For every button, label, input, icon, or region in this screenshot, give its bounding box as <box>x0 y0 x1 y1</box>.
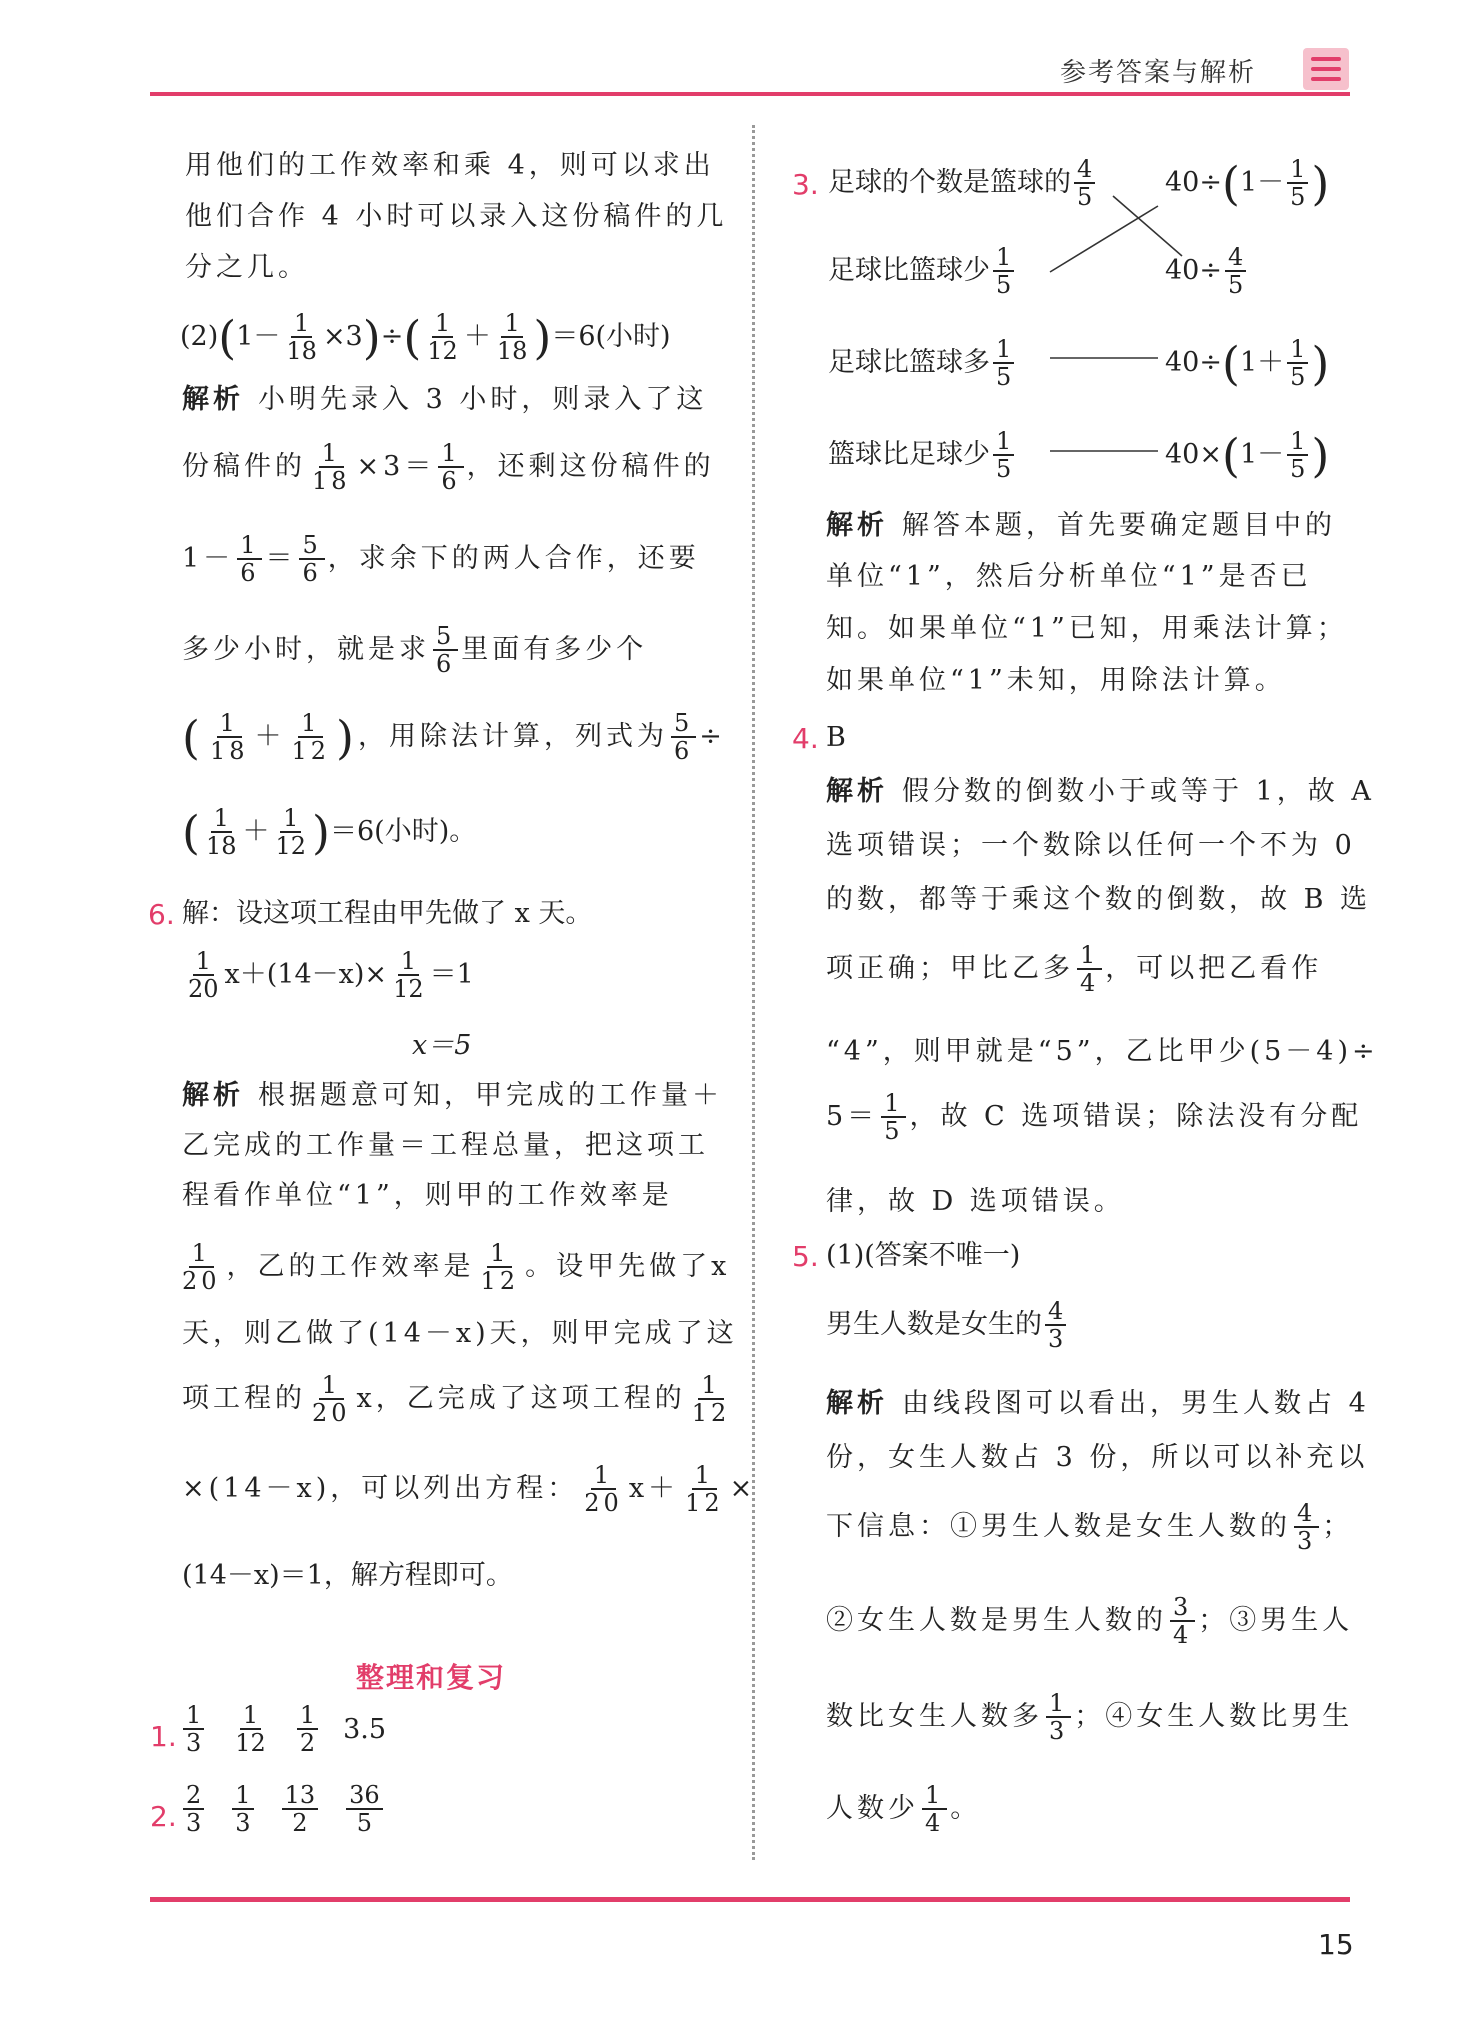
fraction: $\frac{1}{18}$ <box>205 804 237 861</box>
analysis-line: $\frac{1}{20}$ ，乙的工作效率是 $\frac{1}{12}$ 。设甲先做了x <box>176 1240 730 1295</box>
fraction: $\frac{1}{3}$ <box>1046 1690 1071 1745</box>
bottom-rule <box>150 1897 1350 1902</box>
fraction: $\frac{1}{4}$ <box>1077 942 1102 997</box>
fraction: $\frac{1}{12}$ <box>480 1239 520 1296</box>
analysis-line: 程看作单位“1”，则甲的工作效率是 <box>182 1180 673 1211</box>
q1-answers: $\frac{1}{3}$ $\frac{1}{12}$ $\frac{1}{2}$ 3.5 <box>180 1702 386 1757</box>
analysis-line: 项正确；甲比乙多 $\frac{1}{4}$ ，可以把乙看作 <box>826 941 1323 998</box>
analysis-line: ②女生人数是男生人数的 $\frac{3}{4}$ ；③男生人 <box>826 1593 1354 1650</box>
fraction: $\frac{1}{4}$ <box>922 1782 947 1837</box>
fraction: $\frac{1}{2}$ <box>297 1702 318 1757</box>
match-right-2: 40÷ $\frac{4}{5}$ <box>1165 244 1249 299</box>
fraction: $\frac{1}{5}$ <box>1287 428 1308 483</box>
analysis-line: 知。如果单位“1”已知，用乘法计算； <box>826 613 1348 644</box>
fraction: $\frac{1}{18}$ <box>312 439 351 496</box>
fraction: $\frac{1}{12}$ <box>427 309 458 366</box>
analysis-line: 1－ $\frac{1}{6}$ ＝ $\frac{5}{6}$ ，求余下的两人合作，还要 <box>182 531 700 588</box>
q5-answer: 男生人数是女生的 $\frac{4}{3}$ <box>826 1298 1069 1353</box>
analysis-line: 5＝ $\frac{1}{5}$ ，故 C 选项错误；除法没有分配 <box>826 1089 1363 1146</box>
fraction: $\frac{1}{5}$ <box>993 244 1014 299</box>
fraction: $\frac{1}{12}$ <box>291 709 331 766</box>
match-line <box>1113 196 1182 256</box>
analysis-line: 下信息：①男生人数是女生人数的 $\frac{4}{3}$ ； <box>826 1499 1354 1556</box>
fraction: $\frac{2}{3}$ <box>183 1782 204 1837</box>
question-number: 1. <box>150 1720 177 1753</box>
fraction: $\frac{4}{3}$ <box>1294 1500 1319 1555</box>
fraction: $\frac{1}{18}$ <box>496 309 528 366</box>
fraction: $\frac{1}{20}$ <box>312 1371 351 1428</box>
analysis-line: 的数，都等于乘这个数的倒数，故 B 选 <box>826 884 1372 915</box>
fraction: $\frac{1}{20}$ <box>182 1239 221 1296</box>
fraction: $\frac{13}{2}$ <box>282 1782 319 1837</box>
fraction: $\frac{3}{4}$ <box>1170 1594 1195 1649</box>
analysis-line: 人数少 $\frac{1}{4}$ 。 <box>826 1781 982 1838</box>
analysis-line: 天，则乙做了(14－x)天，则甲完成了这 <box>182 1318 738 1349</box>
question-number: 2. <box>150 1800 177 1833</box>
analysis-line: 解析 小明先录入 3 小时，则录入了这 <box>182 384 708 415</box>
fraction: $\frac{1}{20}$ <box>188 947 219 1004</box>
match-line <box>1050 206 1158 272</box>
q6-solution: x＝5 <box>412 1030 472 1061</box>
match-left-4: 篮球比足球少 $\frac{1}{5}$ <box>828 428 1017 483</box>
fraction: $\frac{1}{12}$ <box>393 947 424 1004</box>
section-title: 整理和复习 <box>356 1661 507 1694</box>
fraction: $\frac{1}{3}$ <box>232 1782 253 1837</box>
analysis-line: 律，故 D 选项错误。 <box>826 1186 1125 1217</box>
match-right-3: 40÷(1＋ $\frac{1}{5}$ ) <box>1165 335 1330 392</box>
fraction: $\frac{1}{5}$ <box>993 336 1014 391</box>
fraction: $\frac{1}{5}$ <box>1287 336 1308 391</box>
analysis-line: 乙完成的工作量＝工程总量，把这项工 <box>182 1130 709 1161</box>
analysis-line: “4”，则甲就是“5”，乙比甲少(5－4)÷ <box>826 1036 1379 1067</box>
analysis-line: 解析 解答本题，首先要确定题目中的 <box>826 510 1336 541</box>
question-number: 4. <box>792 722 819 755</box>
fraction: $\frac{1}{5}$ <box>993 428 1014 483</box>
header-title: 参考答案与解析 <box>1060 58 1257 88</box>
analysis-line: 选项错误；一个数除以任何一个不为 0 <box>826 830 1356 861</box>
match-left-2: 足球比篮球少 $\frac{1}{5}$ <box>828 244 1017 299</box>
fraction: $\frac{1}{12}$ <box>275 804 307 861</box>
intro-line: 分之几。 <box>185 252 309 283</box>
fraction: $\frac{1}{6}$ <box>438 440 463 495</box>
fraction: $\frac{1}{18}$ <box>286 309 317 366</box>
fraction: $\frac{4}{3}$ <box>1045 1298 1066 1353</box>
analysis-line: (14－x)＝1，解方程即可。 <box>182 1560 513 1591</box>
analysis-line: 项工程的 $\frac{1}{20}$ x，乙完成了这项工程的 $\frac{1}{12}$ <box>182 1372 736 1427</box>
analysis-line: 如果单位“1”未知，用除法计算。 <box>826 665 1286 696</box>
page-number: 15 <box>1318 1928 1354 1961</box>
fraction: $\frac{1}{18}$ <box>209 709 249 766</box>
q6-equation: $\frac{1}{20}$ x＋(14－x)× $\frac{1}{12}$ ＝1 <box>182 948 474 1003</box>
fraction: $\frac{5}{6}$ <box>671 710 696 765</box>
question-number: 6. <box>148 898 175 931</box>
fraction: $\frac{4}{5}$ <box>1074 156 1095 211</box>
analysis-line: 单位“1”，然后分析单位“1”是否已 <box>826 561 1312 592</box>
fraction: $\frac{1}{20}$ <box>584 1461 623 1518</box>
analysis-line: 份稿件的 $\frac{1}{18}$ ×3＝ $\frac{1}{6}$ ，还剩这份稿件的 <box>182 439 715 496</box>
fraction: $\frac{5}{6}$ <box>433 623 458 678</box>
fraction: $\frac{1}{5}$ <box>881 1090 906 1145</box>
analysis-line: 解析 由线段图可以看出，男生人数占 4 <box>826 1388 1370 1419</box>
match-right-4: 40×(1－ $\frac{1}{5}$ ) <box>1165 427 1330 484</box>
q6-title: 解：设这项工程由甲先做了 x 天。 <box>182 898 593 929</box>
analysis-line: ×(14－x)，可以列出方程： $\frac{1}{20}$ x＋ $\frac{1}{12}$ × <box>182 1461 757 1518</box>
fraction: $\frac{1}{12}$ <box>685 1461 724 1518</box>
q5-title: (1)(答案不唯一) <box>826 1240 1021 1271</box>
analysis-line: 解析 根据题意可知，甲完成的工作量＋ <box>182 1080 723 1111</box>
q2-equation: (2)(1－ $\frac{1}{18}$ ×3)÷( $\frac{1}{12}$ ＋ $\frac{1}{18}$ )＝6(小时) <box>180 309 671 366</box>
match-left-1: 足球的个数是篮球的 $\frac{4}{5}$ <box>828 156 1098 211</box>
fraction: $\frac{1}{12}$ <box>691 1371 731 1428</box>
analysis-line: 解析 假分数的倒数小于或等于 1，故 A <box>826 776 1375 807</box>
analysis-line: 数比女生人数多 $\frac{1}{3}$ ；④女生人数比男生 <box>826 1689 1354 1746</box>
analysis-line: 多少小时，就是求 $\frac{5}{6}$ 里面有多少个 <box>182 622 648 679</box>
fraction: $\frac{5}{6}$ <box>299 532 324 587</box>
analysis-line: ( $\frac{1}{18}$ ＋ $\frac{1}{12}$ )＝6(小时)。 <box>182 804 477 861</box>
q2-answers <box>180 1782 386 1837</box>
fraction: $\frac{1}{12}$ <box>235 1701 266 1758</box>
fraction: $\frac{1}{6}$ <box>237 532 262 587</box>
q4-answer: B <box>826 722 846 753</box>
question-number: 5. <box>792 1240 819 1273</box>
intro-line: 用他们的工作效率和乘 4，则可以求出 <box>185 150 715 181</box>
fraction: $\frac{4}{5}$ <box>1225 244 1246 299</box>
analysis-line: 份，女生人数占 3 份，所以可以补充以 <box>826 1442 1369 1473</box>
match-right-1: 40÷(1－ $\frac{1}{5}$ ) <box>1165 155 1330 212</box>
question-number: 3. <box>792 168 819 201</box>
match-left-3: 足球比篮球多 $\frac{1}{5}$ <box>828 336 1017 391</box>
fraction: $\frac{1}{3}$ <box>183 1702 204 1757</box>
intro-line: 他们合作 4 小时可以录入这份稿件的几 <box>185 201 728 232</box>
fraction: $\frac{36}{5}$ <box>346 1782 383 1837</box>
fraction: $\frac{1}{5}$ <box>1287 156 1308 211</box>
analysis-line: ( $\frac{1}{18}$ ＋ $\frac{1}{12}$ )，用除法计算，列式为 $\frac{5}{6}$ ÷ <box>182 709 726 766</box>
